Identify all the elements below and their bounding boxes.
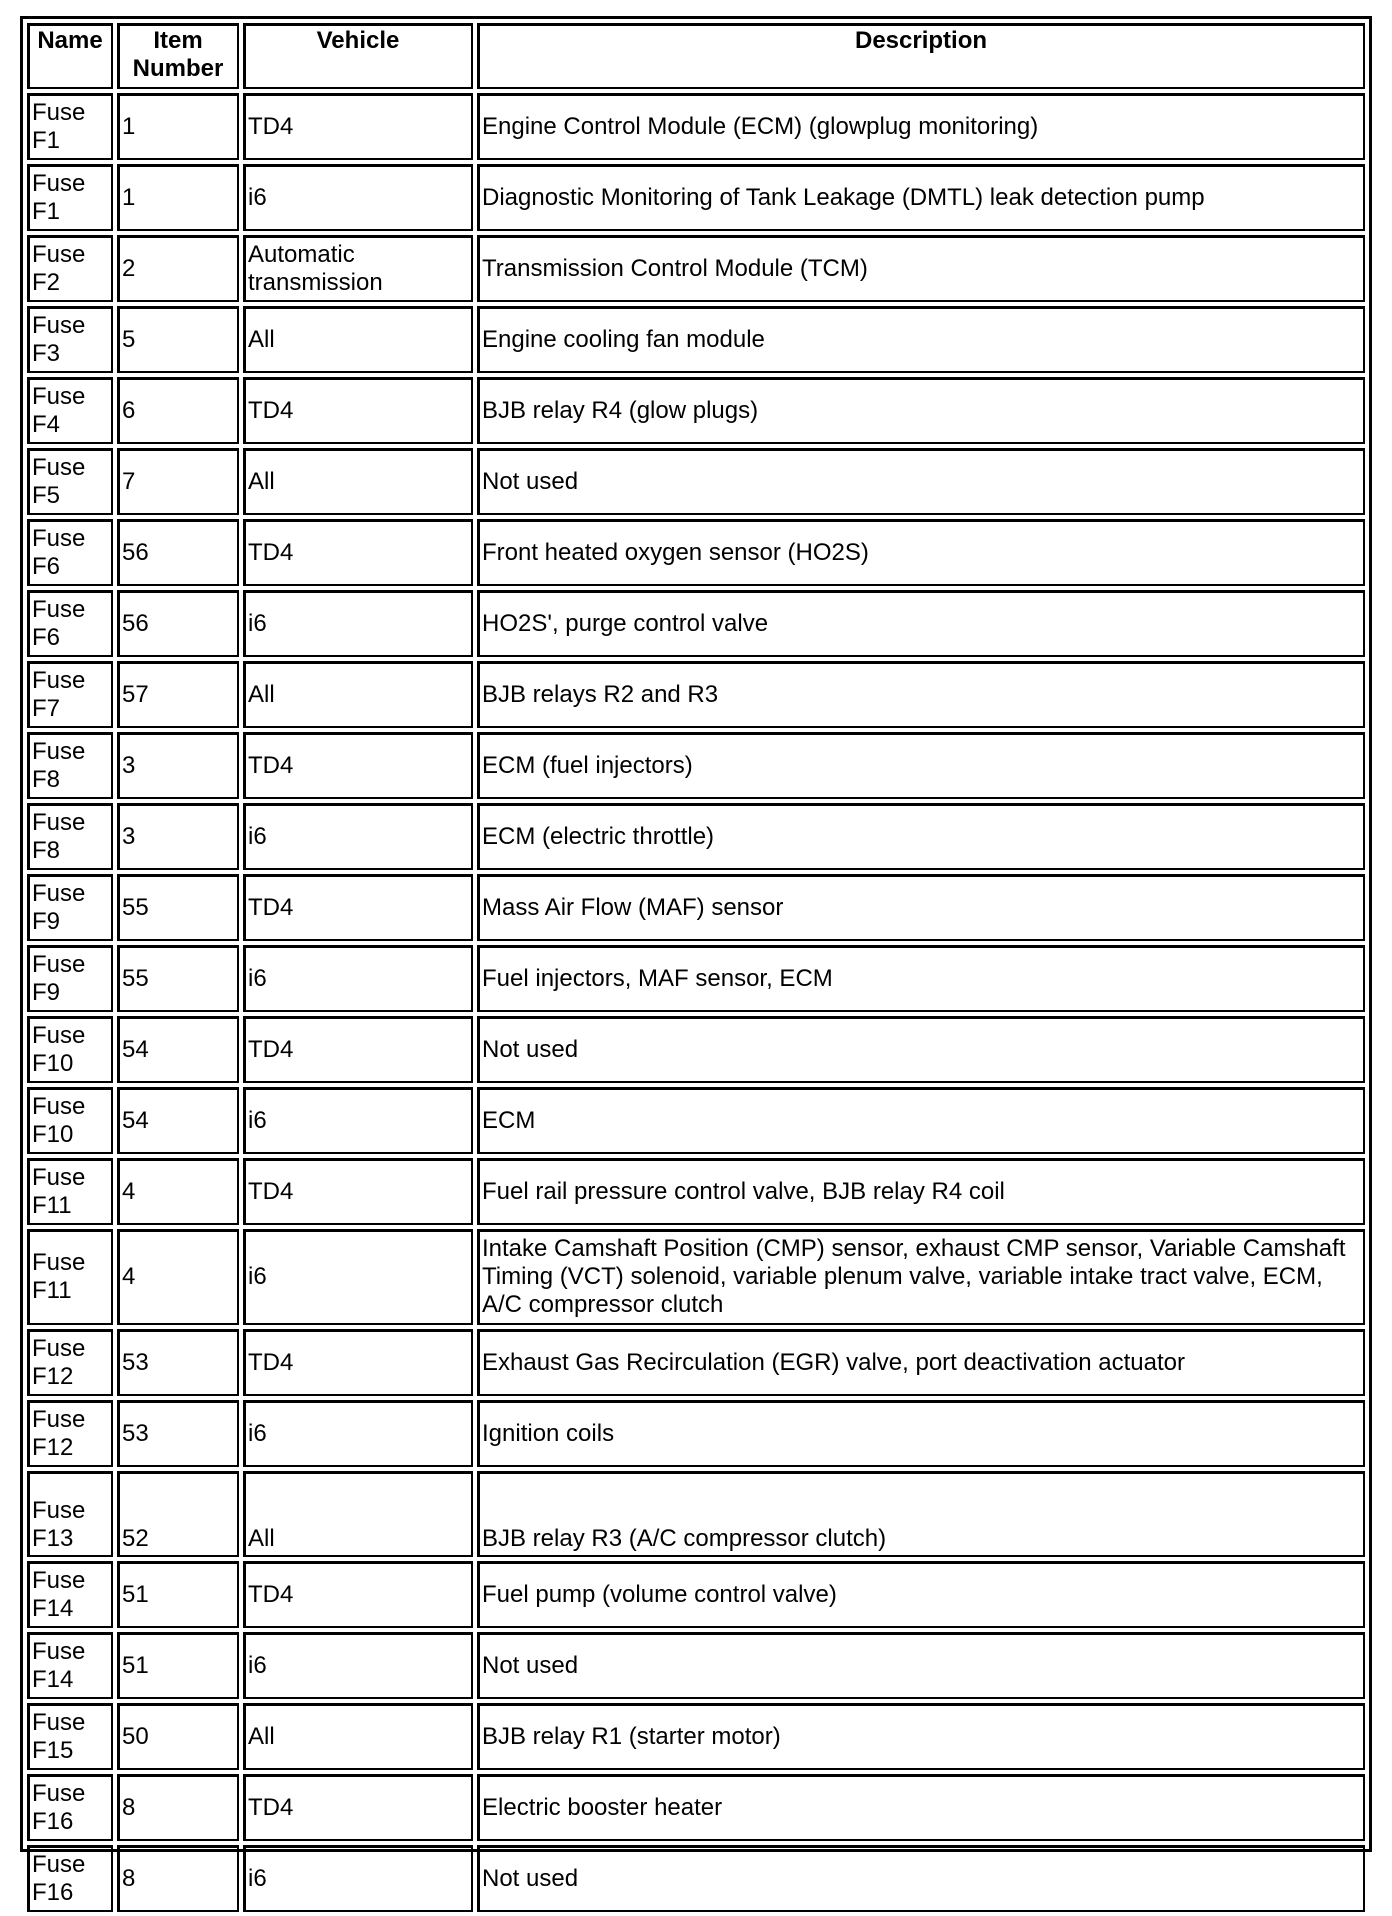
table-row [27,803,1365,870]
header-item-number: Item Number [117,23,239,89]
cell-description: Not used [477,1016,1365,1083]
cell-name-line-1: Fuse [32,1405,86,1433]
cell-name-line-1: Fuse [32,950,86,978]
cell-name [27,1087,113,1154]
cell-vehicle: TD4 [243,1774,473,1841]
cell-name [27,661,113,728]
cell-vehicle: TD4 [243,874,473,941]
table-row [27,1845,1365,1912]
cell-name-line-2: F11 [32,1277,72,1304]
cell-item-number: 7 [117,448,239,515]
cell-name-line-1: Fuse [32,595,86,623]
cell-item-number: 54 [117,1016,239,1083]
cell-item-number: 56 [117,590,239,657]
table-row [27,661,1365,728]
cell-description: Fuel pump (volume control valve) [477,1561,1365,1628]
cell-vehicle: i6 [243,590,473,657]
cell-name-line-2: F1 [32,126,61,154]
cell-item-number: 57 [117,661,239,728]
cell-name [27,93,113,160]
cell-name-line-1: Fuse [32,1708,86,1736]
cell-description: Intake Camshaft Position (CMP) sensor, exhaust CMP sensor, Variable Camshaft Timing (VCT) solenoid, variable plenum valve, variable intake tract valve, ECM, A/C compressor clutch [477,1229,1365,1325]
cell-item-number: 53 [117,1329,239,1396]
cell-name-line-1: Fuse [32,1021,86,1049]
cell-item-number: 56 [117,519,239,586]
cell-name-line-1: Fuse [32,453,86,481]
cell-description: Diagnostic Monitoring of Tank Leakage (DMTL) leak detection pump [477,164,1365,231]
cell-name [27,803,113,870]
cell-name-line-1: Fuse [32,666,86,694]
table-row [27,1229,1365,1325]
cell-vehicle: All [243,1703,473,1770]
table-row [27,1016,1365,1083]
cell-item-number: 8 [117,1845,239,1912]
cell-item-number: 50 [117,1703,239,1770]
cell-description: Ignition coils [477,1400,1365,1467]
table-row [27,590,1365,657]
cell-description: ECM (electric throttle) [477,803,1365,870]
table-row [27,1329,1365,1396]
table-row [27,874,1365,941]
cell-name [27,448,113,515]
cell-name [27,1561,113,1628]
cell-name-line-2: F6 [32,552,61,580]
table-row [27,164,1365,231]
cell-description: Fuel injectors, MAF sensor, ECM [477,945,1365,1012]
cell-name-line-2: F14 [32,1665,74,1693]
cell-name-line-1: Fuse [32,879,86,907]
cell-description: ECM (fuel injectors) [477,732,1365,799]
cell-name-line-2: F13 [32,1525,74,1552]
cell-name-line-1: Fuse [32,1497,86,1524]
cell-name-line-1: Fuse [32,737,86,765]
cell-vehicle: i6 [243,1400,473,1467]
cell-vehicle: i6 [243,803,473,870]
cell-name-line-2: F15 [32,1736,74,1764]
table-row [27,1471,1365,1557]
cell-name-line-2: F14 [32,1594,74,1622]
cell-item-number: 54 [117,1087,239,1154]
cell-name-line-2: F8 [32,765,61,793]
cell-vehicle: i6 [243,945,473,1012]
cell-name-line-1: Fuse [32,169,86,197]
cell-name [27,1158,113,1225]
table-row [27,1087,1365,1154]
cell-name-line-1: Fuse [32,1249,86,1276]
cell-description: BJB relay R3 (A/C compressor clutch) [477,1471,1365,1557]
cell-name [27,235,113,302]
cell-name [27,1471,113,1557]
cell-description: Fuel rail pressure control valve, BJB relay R4 coil [477,1158,1365,1225]
cell-description: Engine cooling fan module [477,306,1365,373]
cell-vehicle: All [243,448,473,515]
cell-name-line-2: F11 [32,1191,72,1219]
cell-item-number: 3 [117,803,239,870]
cell-name-line-1: Fuse [32,1850,86,1878]
cell-name-line-2: F16 [32,1807,74,1835]
cell-item-number: 1 [117,164,239,231]
cell-name-line-2: F2 [32,268,61,296]
cell-vehicle: TD4 [243,1329,473,1396]
cell-name-line-2: F4 [32,410,61,438]
cell-name-line-2: F9 [32,907,61,935]
cell-name-line-1: Fuse [32,1566,86,1594]
table-row [27,306,1365,373]
cell-name-line-2: F10 [32,1120,74,1148]
cell-name [27,590,113,657]
cell-name [27,1703,113,1770]
cell-item-number: 4 [117,1158,239,1225]
cell-name [27,1400,113,1467]
cell-description: BJB relays R2 and R3 [477,661,1365,728]
cell-vehicle: i6 [243,1632,473,1699]
cell-name-line-1: Fuse [32,240,86,268]
cell-name [27,519,113,586]
cell-name-line-2: F6 [32,623,61,651]
table-row [27,732,1365,799]
cell-name [27,1632,113,1699]
cell-item-number: 51 [117,1561,239,1628]
cell-item-number: 55 [117,945,239,1012]
cell-name [27,1016,113,1083]
cell-item-number: 5 [117,306,239,373]
cell-name-line-1: Fuse [32,1334,86,1362]
cell-description: Mass Air Flow (MAF) sensor [477,874,1365,941]
table-row [27,1158,1365,1225]
table-row [27,93,1365,160]
table-row [27,448,1365,515]
cell-name-line-2: F12 [32,1362,74,1390]
cell-name [27,874,113,941]
table-row [27,1774,1365,1841]
cell-name [27,1774,113,1841]
table-row [27,1561,1365,1628]
cell-item-number: 55 [117,874,239,941]
cell-vehicle: Automatic transmission [243,235,473,302]
cell-name [27,1329,113,1396]
cell-item-number: 51 [117,1632,239,1699]
cell-vehicle: i6 [243,164,473,231]
cell-vehicle: TD4 [243,1561,473,1628]
header-description: Description [477,23,1365,89]
cell-description: BJB relay R4 (glow plugs) [477,377,1365,444]
table-row [27,1400,1365,1467]
table-header-row [27,23,1365,89]
cell-name-line-1: Fuse [32,382,86,410]
cell-vehicle: TD4 [243,1158,473,1225]
cell-description: Engine Control Module (ECM) (glowplug monitoring) [477,93,1365,160]
cell-name [27,306,113,373]
cell-vehicle: i6 [243,1845,473,1912]
cell-vehicle: i6 [243,1087,473,1154]
cell-description: Not used [477,1632,1365,1699]
cell-name-line-2: F16 [32,1878,74,1906]
cell-name-line-2: F7 [32,694,61,722]
cell-item-number: 8 [117,1774,239,1841]
cell-name [27,1845,113,1912]
cell-name-line-1: Fuse [32,808,86,836]
cell-item-number: 2 [117,235,239,302]
cell-description: Not used [477,448,1365,515]
cell-item-number: 53 [117,1400,239,1467]
cell-description: Not used [477,1845,1365,1912]
cell-name [27,377,113,444]
cell-name [27,164,113,231]
cell-vehicle: All [243,661,473,728]
cell-item-number: 4 [117,1229,239,1325]
table-row [27,945,1365,1012]
cell-vehicle: TD4 [243,732,473,799]
cell-name-line-2: F3 [32,339,61,367]
cell-description: ECM [477,1087,1365,1154]
cell-item-number: 3 [117,732,239,799]
cell-name-line-2: F5 [32,481,61,509]
cell-name-line-1: Fuse [32,524,86,552]
cell-name-line-2: F12 [32,1433,74,1461]
fuse-table [23,19,1369,1916]
cell-name-line-1: Fuse [32,311,86,339]
cell-name-line-1: Fuse [32,1637,86,1665]
cell-description: BJB relay R1 (starter motor) [477,1703,1365,1770]
cell-vehicle: i6 [243,1229,473,1325]
cell-description: Front heated oxygen sensor (HO2S) [477,519,1365,586]
cell-description: Exhaust Gas Recirculation (EGR) valve, port deactivation actuator [477,1329,1365,1396]
cell-name-line-2: F8 [32,836,61,864]
cell-name [27,945,113,1012]
cell-vehicle: TD4 [243,519,473,586]
header-name: Name [27,23,113,89]
cell-description: Electric booster heater [477,1774,1365,1841]
cell-item-number: 1 [117,93,239,160]
cell-name-line-1: Fuse [32,1092,86,1120]
cell-vehicle: TD4 [243,1016,473,1083]
cell-name-line-2: F9 [32,978,61,1006]
cell-item-number: 6 [117,377,239,444]
table-row [27,235,1365,302]
table-body [27,93,1365,1912]
table-row [27,377,1365,444]
cell-vehicle: All [243,306,473,373]
table-row [27,1703,1365,1770]
cell-name-line-2: F1 [32,197,61,225]
cell-vehicle: TD4 [243,377,473,444]
cell-name [27,1229,113,1325]
cell-name-line-2: F10 [32,1049,74,1077]
cell-vehicle: TD4 [243,93,473,160]
cell-description: Transmission Control Module (TCM) [477,235,1365,302]
cell-name-line-1: Fuse [32,1163,86,1191]
header-vehicle: Vehicle [243,23,473,89]
table-row [27,519,1365,586]
cell-item-number: 52 [117,1471,239,1557]
cell-name-line-1: Fuse [32,1779,86,1807]
cell-name-line-1: Fuse [32,98,86,126]
cell-description: HO2S', purge control valve [477,590,1365,657]
cell-name [27,732,113,799]
table-row [27,1632,1365,1699]
cell-vehicle: All [243,1471,473,1557]
